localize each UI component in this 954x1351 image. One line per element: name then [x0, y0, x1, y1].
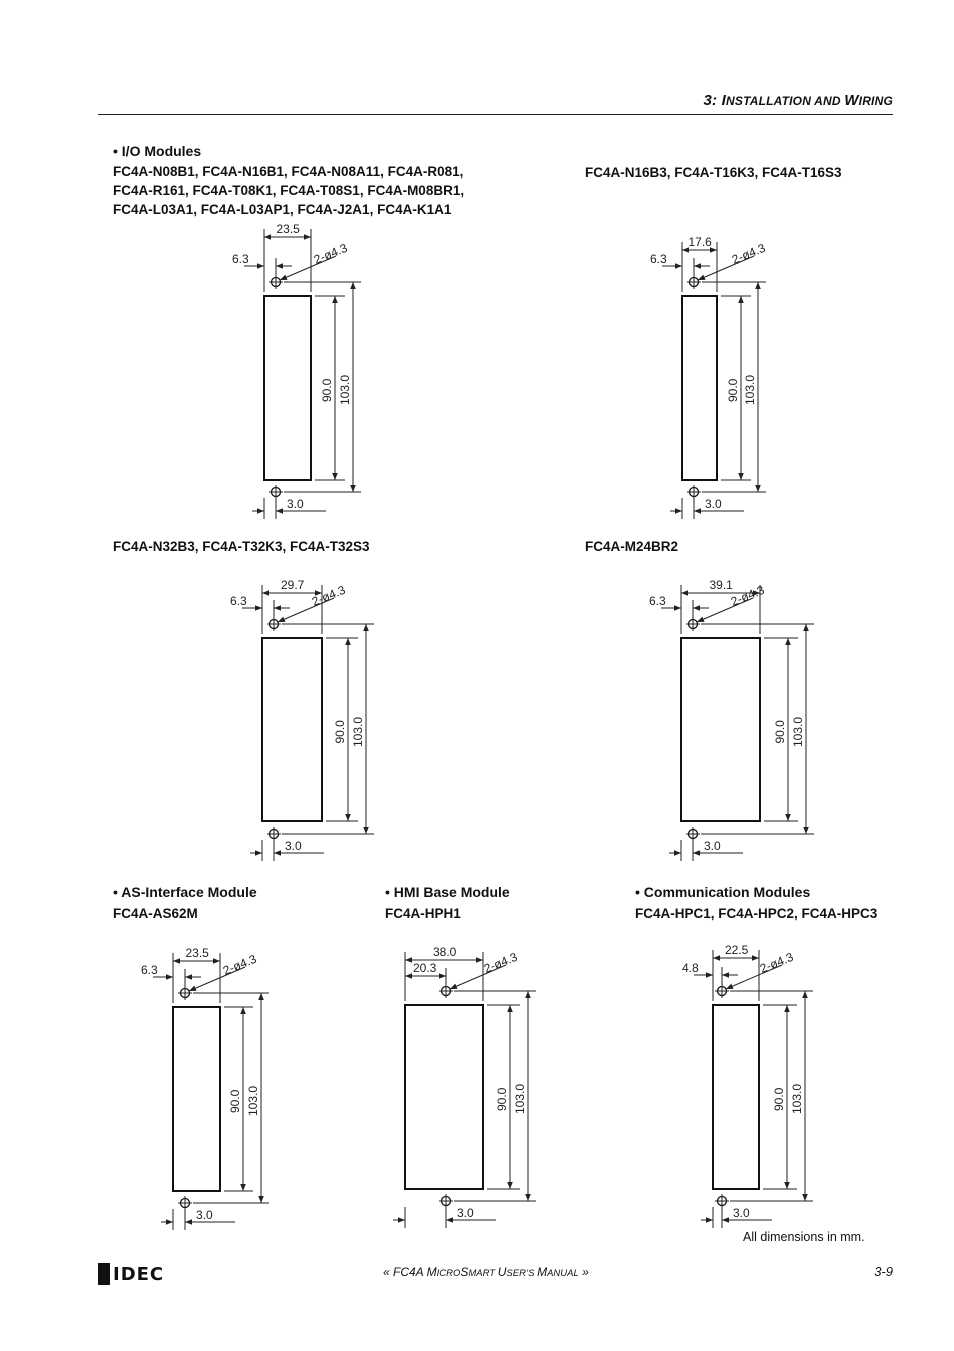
outer-height-label: 103.0 — [790, 1083, 804, 1114]
footer-part: SER — [506, 1268, 526, 1279]
bottom-offset-label: 3.0 — [457, 1206, 474, 1220]
hole-callout: 2-ø4.3 — [757, 949, 796, 976]
module-outline — [682, 296, 717, 480]
footer-part: » — [578, 1265, 589, 1279]
inner-height-label: 90.0 — [228, 1089, 242, 1113]
bottom-offset-label: 3.0 — [285, 839, 302, 853]
chapter-word-rest: IRING — [858, 94, 893, 108]
hole-callout: 2-ø4.3 — [220, 951, 259, 978]
inner-height-label: 90.0 — [726, 378, 740, 402]
m24br2-models: FC4A-M24BR2 — [585, 539, 679, 554]
chapter-word-cap: W — [844, 92, 859, 109]
module-outline — [681, 638, 760, 821]
width-label: 17.6 — [688, 235, 712, 249]
dimensions-note: All dimensions in mm. — [743, 1230, 865, 1244]
chapter-word-cap: I — [721, 92, 726, 109]
comm-models: FC4A-HPC1, FC4A-HPC2, FC4A-HPC3 — [635, 906, 878, 921]
hole-callout: 2-ø4.3 — [481, 949, 520, 976]
inner-height-label: 90.0 — [333, 720, 347, 744]
comm-heading: • Communication Modules — [635, 884, 811, 900]
outer-height-label: 103.0 — [338, 374, 352, 405]
hole-offset-label: 4.8 — [682, 961, 699, 975]
footer-part: MART — [468, 1268, 498, 1279]
hole-callout: 2-ø4.3 — [729, 240, 768, 267]
width-label: 38.0 — [433, 945, 457, 959]
n32b3-models: FC4A-N32B3, FC4A-T32K3, FC4A-T32S3 — [113, 539, 370, 554]
idec-logo — [98, 1263, 164, 1285]
bottom-offset-label: 3.0 — [287, 497, 304, 511]
chapter-number: 3: — [703, 92, 722, 109]
footer-part: ’ — [525, 1268, 529, 1279]
io-models-line1: FC4A-N08B1, FC4A-N16B1, FC4A-N08A11, FC4A-R081, — [113, 164, 464, 179]
width-label: 23.5 — [276, 222, 300, 236]
drawing-comm — [682, 943, 813, 1228]
footer-part: M — [426, 1265, 437, 1279]
n16b3-models: FC4A-N16B3, FC4A-T16K3, FC4A-T16S3 — [585, 165, 842, 180]
chapter-word-rest: NSTALLATION AND — [726, 94, 845, 108]
module-outline — [713, 1005, 759, 1189]
hole-offset-label: 6.3 — [230, 594, 247, 608]
outer-height-label: 103.0 — [351, 716, 365, 747]
drawing-io — [232, 222, 361, 519]
footer-part: U — [497, 1265, 507, 1279]
outer-height-label: 103.0 — [246, 1085, 260, 1116]
io-modules-heading: • I/O Modules — [113, 143, 202, 159]
footer-part: S — [460, 1265, 469, 1279]
asi-models: FC4A-AS62M — [113, 906, 198, 921]
module-outline — [173, 1007, 220, 1191]
outer-height-label: 103.0 — [513, 1083, 527, 1114]
inner-height-label: 90.0 — [772, 1087, 786, 1111]
drawing-hmi — [393, 945, 536, 1228]
hole-callout: 2-ø4.3 — [728, 582, 767, 609]
hole-offset-label: 6.3 — [141, 963, 158, 977]
inner-height-label: 90.0 — [320, 378, 334, 402]
width-label: 29.7 — [281, 578, 305, 592]
bottom-offset-label: 3.0 — [704, 839, 721, 853]
outer-height-label: 103.0 — [743, 374, 757, 405]
footer-part: S — [528, 1268, 538, 1279]
module-outline — [262, 638, 322, 821]
logo-text: IDEC — [113, 1263, 165, 1285]
footer-part: ANUAL — [547, 1268, 579, 1279]
module-outline — [405, 1005, 483, 1189]
hmi-models: FC4A-HPH1 — [385, 906, 461, 921]
hole-offset-label: 20.3 — [413, 961, 437, 975]
drawing-m24br2 — [649, 578, 814, 861]
hole-callout: 2-ø4.3 — [309, 582, 348, 609]
inner-height-label: 90.0 — [773, 720, 787, 744]
width-label: 23.5 — [185, 946, 209, 960]
footer-part: « FC4A — [383, 1265, 427, 1279]
hmi-heading: • HMI Base Module — [385, 884, 510, 900]
hole-offset-label: 6.3 — [649, 594, 666, 608]
inner-height-label: 90.0 — [495, 1087, 509, 1111]
logo-mark — [98, 1263, 110, 1285]
width-label: 39.1 — [709, 578, 733, 592]
drawing-n16b3 — [650, 235, 768, 519]
bottom-offset-label: 3.0 — [733, 1206, 750, 1220]
drawings-root — [141, 222, 814, 1230]
drawing-n32b3 — [230, 578, 374, 861]
width-label: 22.5 — [725, 943, 749, 957]
page-number: 3-9 — [874, 1264, 893, 1279]
drawing-asi — [141, 946, 269, 1230]
io-models-line2: FC4A-R161, FC4A-T08K1, FC4A-T08S1, FC4A-M08BR1, — [113, 183, 465, 198]
hole-offset-label: 6.3 — [650, 252, 667, 266]
footer-manual-title — [383, 1265, 589, 1279]
io-models-line3: FC4A-L03A1, FC4A-L03AP1, FC4A-J2A1, FC4A-K1A1 — [113, 202, 452, 217]
bottom-offset-label: 3.0 — [196, 1208, 213, 1222]
footer-part: M — [537, 1265, 548, 1279]
module-outline — [264, 296, 311, 480]
outer-height-label: 103.0 — [791, 716, 805, 747]
hole-offset-label: 6.3 — [232, 252, 249, 266]
bottom-offset-label: 3.0 — [705, 497, 722, 511]
asi-heading: • AS-Interface Module — [113, 884, 257, 900]
hole-callout: 2-ø4.3 — [311, 240, 350, 267]
footer-part: ICRO — [436, 1268, 461, 1279]
